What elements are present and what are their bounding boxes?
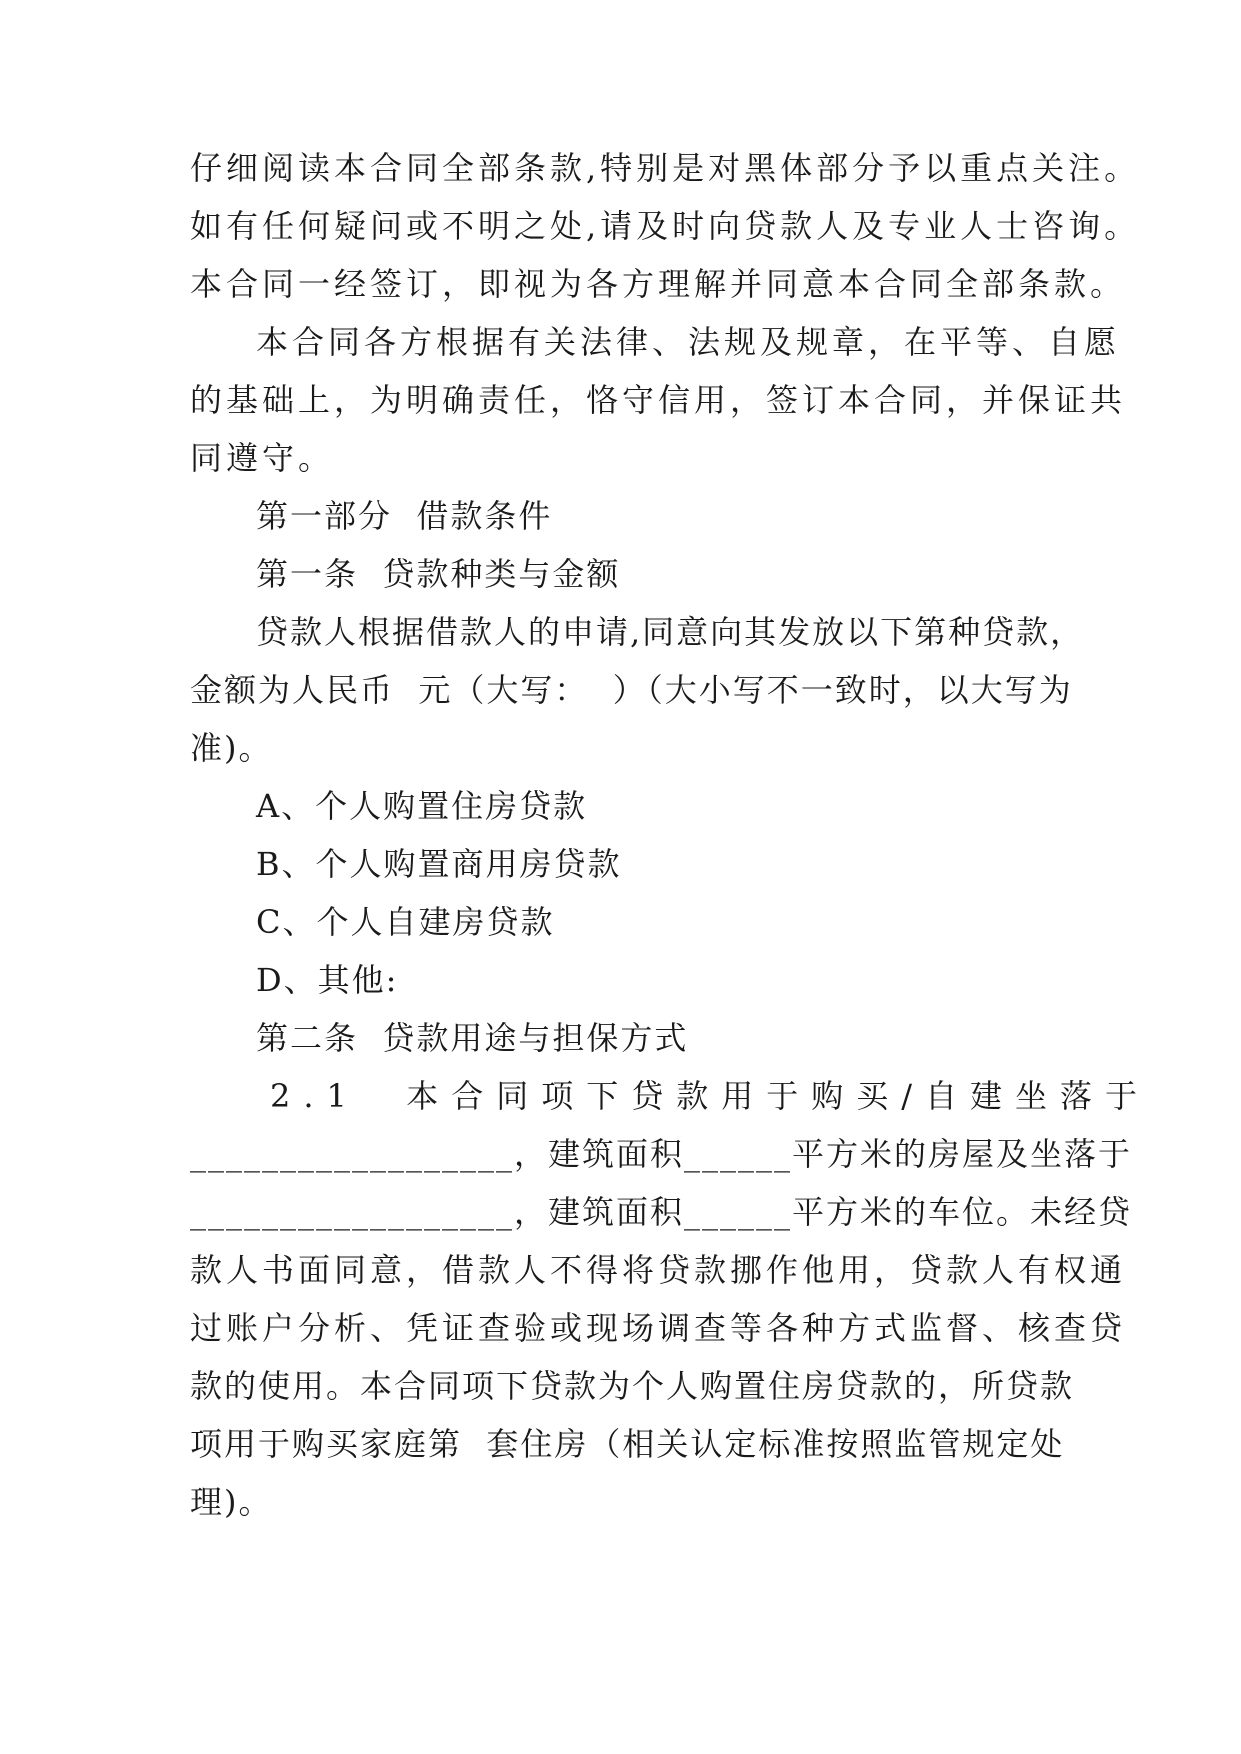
paragraph-first-line: 本合同各方根据有关法律、法规及规章，在平等、自愿 [256, 323, 1121, 361]
clause-2-1: 2.1 本合同项下贷款用于购买/自建坐落于 [270, 1077, 1151, 1115]
paragraph-first-line: 贷款人根据借款人的申请,同意向其发放以下第种贷款， [256, 613, 1085, 651]
text-line: 本合同一经签订，即视为各方理解并同意本合同全部条款。 [190, 265, 1127, 303]
text-line: 理)。 [190, 1483, 273, 1521]
text-line: __________________，建筑面积______平方米的车位。未经贷 [190, 1193, 1133, 1231]
option-c: C、个人自建房贷款 [256, 903, 555, 941]
option-b: B、个人购置商用房贷款 [256, 845, 622, 883]
text-line: 仔细阅读本合同全部条款,特别是对黑体部分予以重点关注。 [190, 149, 1141, 187]
text-line: 准)。 [190, 729, 273, 767]
text-line: 款的使用。本合同项下贷款为个人购置住房贷款的，所贷款 [190, 1367, 1075, 1405]
text-line: 项用于购买家庭第 套住房（相关认定标准按照监管规定处 [190, 1425, 1065, 1463]
section-heading: 第一部分 借款条件 [256, 497, 553, 535]
option-a: A、个人购置住房贷款 [256, 787, 588, 825]
text-line: 的基础上，为明确责任，恪守信用，签订本合同，并保证共 [190, 381, 1127, 419]
text-line: 如有任何疑问或不明之处,请及时向贷款人及专业人士咨询。 [190, 207, 1141, 245]
text-line: 同遵守。 [190, 439, 335, 477]
option-d: D、其他: [256, 961, 399, 999]
text-line: 过账户分析、凭证查验或现场调查等各种方式监督、核查贷 [190, 1309, 1127, 1347]
text-line: 金额为人民币 元（大写： ）（大小写不一致时，以大写为 [190, 671, 1073, 709]
article-heading: 第二条 贷款用途与担保方式 [256, 1019, 689, 1057]
article-heading: 第一条 贷款种类与金额 [256, 555, 621, 593]
text-line: __________________，建筑面积______平方米的房屋及坐落于 [190, 1135, 1133, 1173]
text-line: 款人书面同意，借款人不得将贷款挪作他用，贷款人有权通 [190, 1251, 1127, 1289]
